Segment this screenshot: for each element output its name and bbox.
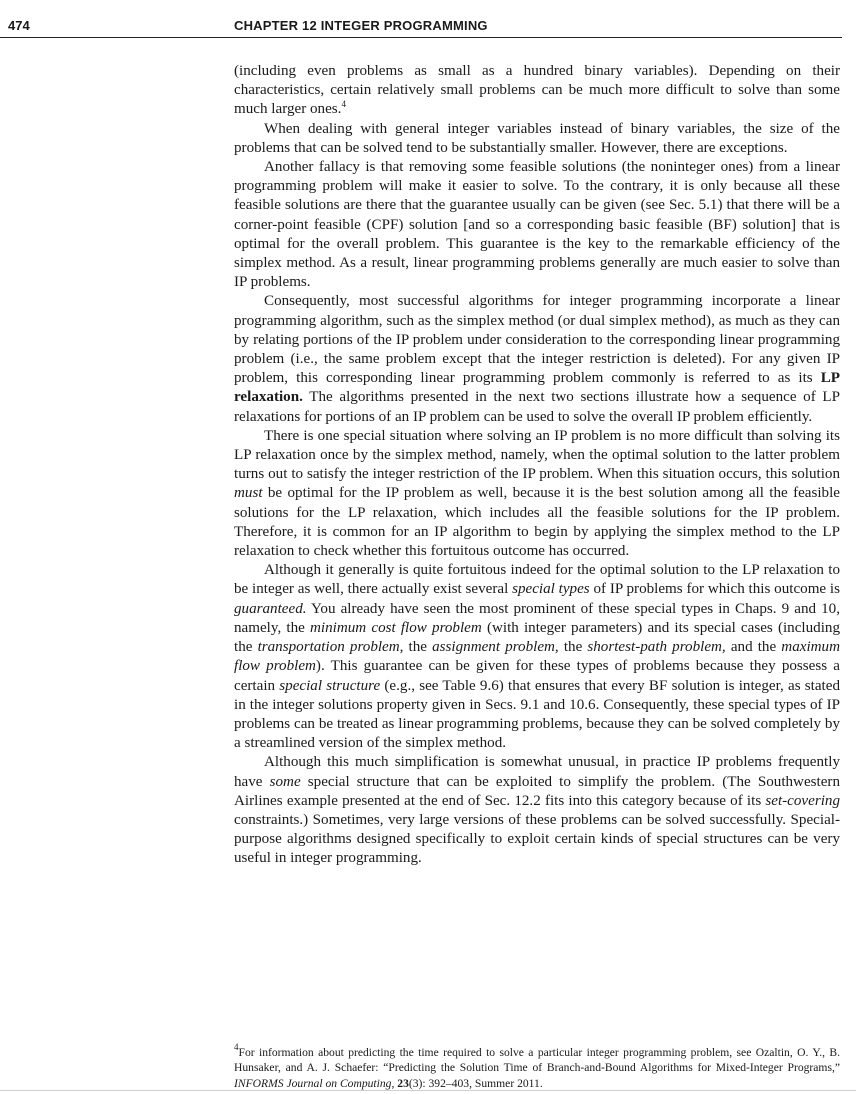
running-header	[0, 10, 856, 36]
term-lp-relaxation: LP relaxation.	[234, 370, 840, 406]
journal-title: INFORMS Journal on Computing	[234, 1076, 392, 1090]
paragraph-2: When dealing with general integer variables instead of binary variables, the size of the problems that can be solved tend to be substantially smaller. However, there are exceptions.	[234, 120, 840, 156]
paragraph-5: There is one special situation where solving an IP problem is no more difficult than solving its LP relaxation once by the simplex method, namely, when the optimal solution to the latter problem turns out to satisfy the integer restriction of the IP problem. When this situation occurs, this solution must be optimal for the IP problem as well, because it is the best solution among all the feasible solutions for the LP relaxation, which includes all the feasible solutions for the IP problem. Therefore, it is common for an IP algorithm to begin by applying the simplex method to the LP relaxation to check whether this fortuitous outcome has occurred.	[234, 427, 840, 560]
page-number: 474	[8, 18, 30, 33]
footnote-marker: 4	[341, 99, 346, 110]
footnote-number: 4	[234, 1042, 239, 1052]
chapter-title: CHAPTER 12 INTEGER PROGRAMMING	[234, 18, 488, 33]
volume-number: 23	[397, 1076, 409, 1090]
paragraph-1: (including even problems as small as a hundred binary variables). Depending on their characteristics, certain relatively small problems can be much more difficult to solve than some much larger ones.$^4$	[234, 63, 840, 118]
page-bottom-edge	[0, 1090, 856, 1091]
paragraph-3: Another fallacy is that removing some feasible solutions (the noninteger ones) from a linear programming problem will make it easier to solve. To the contrary, it is only because all these feasible solutions are there that the guarantee usually can be given (see Sec. 5.1) that there will be a corner-point feasible (CPF) solution [and so a corresponding basic feasible (BF) solution] that is optimal for the overall problem. This guarantee is the key to the remarkable efficiency of the simplex method. As a result, linear programming problems generally are much easier to solve than IP problems.	[234, 159, 840, 291]
paragraph-4: Consequently, most successful algorithms for integer programming incorporate a linear programming algorithm, such as the simplex method (or dual simplex method), as much as they can by relating portions of the IP problem under consideration to the corresponding linear programming problem (i.e., the same problem except that the integer restriction is deleted). For any given IP problem, this corresponding linear programming problem commonly is referred to as its LP relaxation. The algorithms presented in the next two sections illustrate how a sequence of LP relaxations for portions of an IP problem can be used to solve the overall IP problem efficiently.	[234, 293, 840, 425]
footnote: $^4$For information about predicting the time required to solve a particular integer programming problem, see Ozaltin, O. Y., B. Hunsaker, and A. J. Schaefer: “Predicting the Solution Time of Branch-and-Bound Algorithms for Mixed-Integer Programs,” INFORMS Journal on Computing, 23(3): 392–403, Summer 2011.	[234, 1042, 840, 1090]
paragraph-6: Although it generally is quite fortuitous indeed for the optimal solution to the LP relaxation to be integer as well, there actually exist several special types of IP problems for which this outcome is guaranteed. You already have seen the most prominent of these special types in Chaps. 9 and 10, namely, the minimum cost flow problem (with integer parameters) and its special cases (including the transportation problem, the assignment problem, the shortest-path problem, and the maximum flow problem). This guarantee can be given for these types of problems because they possess a certain special structure (e.g., see Table 9.6) that ensures that every BF solution is integer, as stated in the integer solutions property given in Secs. 9.1 and 10.6. Consequently, these special types of IP problems can be treated as linear programming problems, because they can be solved completely by a streamlined version of the simplex method.	[234, 562, 840, 752]
header-rule	[0, 37, 842, 38]
main-text	[234, 62, 840, 869]
paragraph-7: Although this much simplification is somewhat unusual, in practice IP problems frequently have some special structure that can be exploited to simplify the problem. (The Southwestern Airlines example presented at the end of Sec. 12.2 fits into this category because of its set-covering constraints.) Sometimes, very large versions of these problems can be solved successfully. Special-purpose algorithms designed specifically to exploit certain kinds of special structures can be very useful in integer programming.	[234, 754, 840, 867]
